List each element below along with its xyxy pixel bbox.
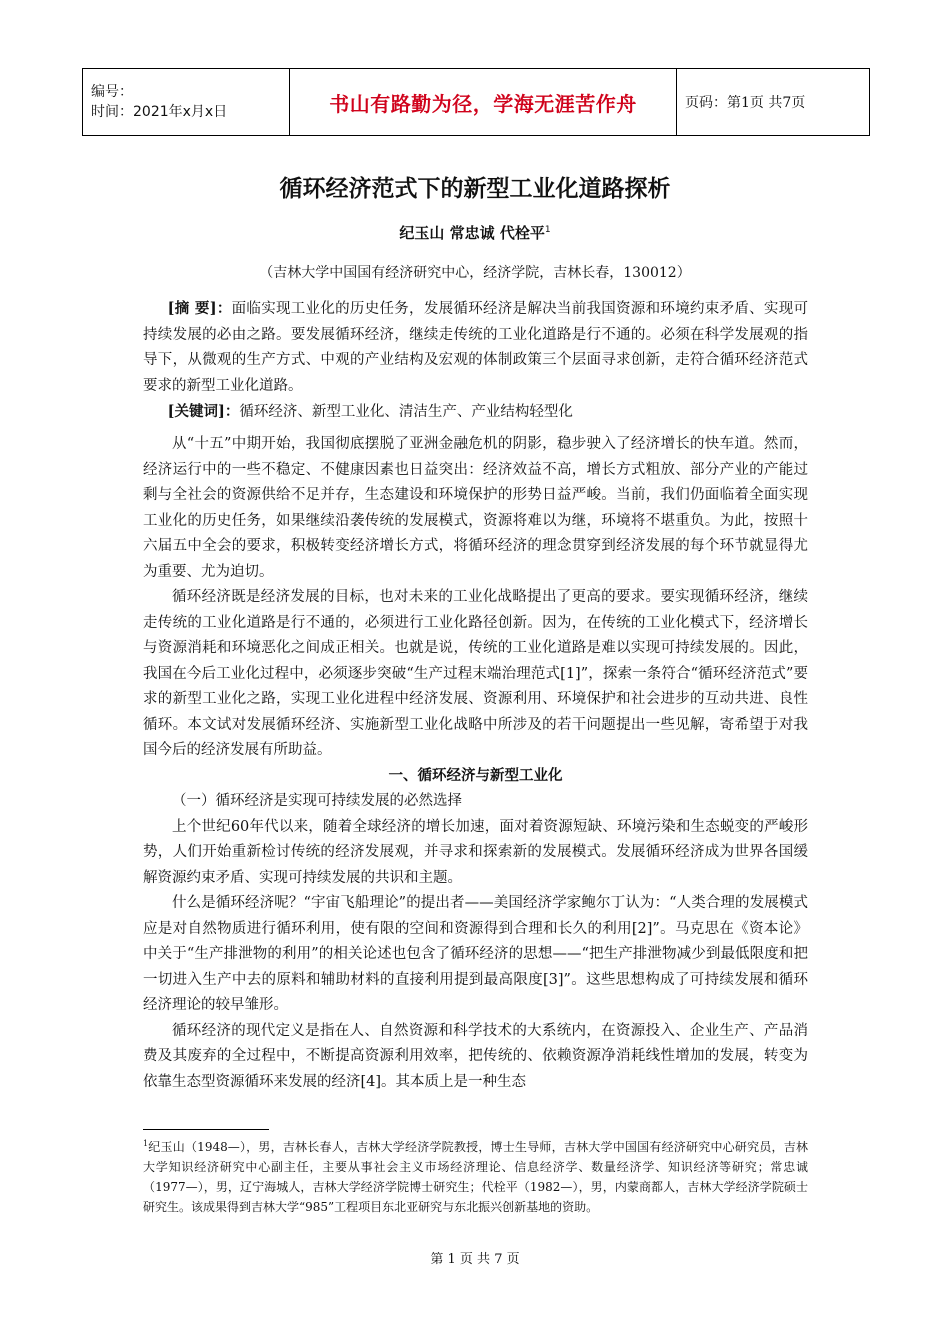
page-footer: 第 1 页 共 7 页 (430, 1252, 520, 1267)
author-footnote-mark: 1 (544, 225, 551, 235)
footnote-text: 纪玉山（1948—），男，吉林长春人，吉林大学经济学院教授，博士生导师，吉林大学中国国有经济研究中心研究员，吉林大学知识经济研究中心副主任，主要从事社会主义市场经济理论、信息经济学、数量经济学、知识经济等研究；常忠诚（1977—），男，辽宁海城人，吉林大学经济学院博士研究生；代栓平（1982—），男，内蒙商都人，吉林大学经济学院硕士研究生。该成果得到吉林大学“985”工程项目东北亚研究与东北振兴创新基地的资助。 (143, 1140, 808, 1214)
section-heading: 一、循环经济与新型工业化 (388, 767, 563, 784)
author-footnote (143, 1134, 808, 1217)
body-paragraph: 循环经济既是经济发展的目标，也对未来的工业化战略提出了更高的要求。要实现循环经济，继续走传统的工业化道路是行不通的，必须进行工业化路径创新。因为，在传统的工业化模式下，经济增长与资源消耗和环境恶化之间成正相关。也就是说，传统的工业化道路是难以实现可持续发展的。因此，我国在今后工业化过程中，必须逐步突破“生产过程末端治理范式[1]”，探索一条符合“循环经济范式”要求的新型工业化之路，实现工业化进程中经济发展、资源利用、环境保护和社会进步的互动共进、良性循环。本文试对发展循环经济、实施新型工业化战略中所涉及的若干问题提出一些见解，寄希望于对我国今后的经济发展有所助益。 (143, 589, 808, 758)
subsection-heading: （一）循环经济是实现可持续发展的必然选择 (172, 793, 462, 809)
abstract-block (143, 296, 808, 426)
article-body (143, 432, 808, 1095)
header-meta-cell (83, 69, 290, 136)
header-motto: 书山有路勤为径，学海无涯苦作舟 (290, 69, 677, 136)
document-date-label: 时间：2021年x月x日 (91, 104, 228, 120)
keywords-paragraph (143, 399, 808, 426)
footnote-divider (143, 1129, 269, 1130)
article-title: 循环经济范式下的新型工业化道路探析 (279, 176, 671, 202)
header-page-label: 页码：第1页 共7页 (677, 69, 870, 136)
abstract-text: 面临实现工业化的历史任务，发展循环经济是解决当前我国资源和环境约束矛盾、实现可持续发展的必由之路。要发展循环经济，继续走传统的工业化道路是行不通的。必须在科学发展观的指导下，从微观的生产方式、中观的产业结构及宏观的体制政策三个层面寻求创新，走符合循环经济范式要求的新型工业化道路。 (143, 301, 808, 394)
document-number-label: 编号： (91, 84, 133, 100)
author-names: 纪玉山 常忠诚 代栓平 (399, 224, 545, 242)
body-paragraph: 从“十五”中期开始，我国彻底摆脱了亚洲金融危机的阴影，稳步驶入了经济增长的快车道。然而，经济运行中的一些不稳定、不健康因素也日益突出：经济效益不高，增长方式粗放、部分产业的产能过剩与全社会的资源供给不足并存，生态建设和环境保护的形势日益严峻。当前，我们仍面临着全面实现工业化的历史任务，如果继续沿袭传统的发展模式，资源将难以为继，环境将不堪重负。为此，按照十六届五中全会的要求，积极转变经济增长方式，将循环经济的理念贯穿到经济发展的每个环节就显得尤为重要、尤为迫切。 (143, 436, 808, 580)
body-paragraph: 什么是循环经济呢？“宇宙飞船理论”的提出者——美国经济学家鲍尔丁认为：“人类合理的发展模式应是对自然物质进行循环利用，使有限的空间和资源得到合理和长久的利用[2]”。马克思在《资本论》中关于“生产排泄物的利用”的相关论述也包含了循环经济的思想——“把生产排泄物减少到最低限度和把一切进入生产中去的原料和辅助材料的直接利用提到最高限度[3]”。这些思想构成了可持续发展和循环经济理论的较早雏形。 (143, 895, 808, 1013)
abstract-label: [摘 要]： (167, 300, 232, 317)
keywords-label: [关键词]： (167, 403, 240, 420)
abstract-paragraph (143, 296, 808, 399)
keywords-text: 循环经济、新型工业化、清洁生产、产业结构轻型化 (239, 404, 573, 420)
document-header (82, 68, 870, 136)
footnote-mark: 1 (143, 1139, 149, 1148)
body-paragraph: 上个世纪60年代以来，随着全球经济的增长加速，面对着资源短缺、环境污染和生态蜕变的严峻形势，人们开始重新检讨传统的经济发展观，并寻求和探索新的发展模式。发展循环经济成为世界各国缓解资源约束矛盾、实现可持续发展的共识和主题。 (143, 818, 808, 886)
body-paragraph: 循环经济的现代定义是指在人、自然资源和科学技术的大系统内，在资源投入、企业生产、产品消费及其废弃的全过程中，不断提高资源利用效率，把传统的、依赖资源净消耗线性增加的发展，转变为依靠生态型资源循环来发展的经济[4]。其本质上是一种生态 (143, 1022, 808, 1090)
article-authors (0, 222, 950, 243)
article-affiliation: （吉林大学中国国有经济研究中心，经济学院，吉林长春，130012） (259, 265, 691, 281)
